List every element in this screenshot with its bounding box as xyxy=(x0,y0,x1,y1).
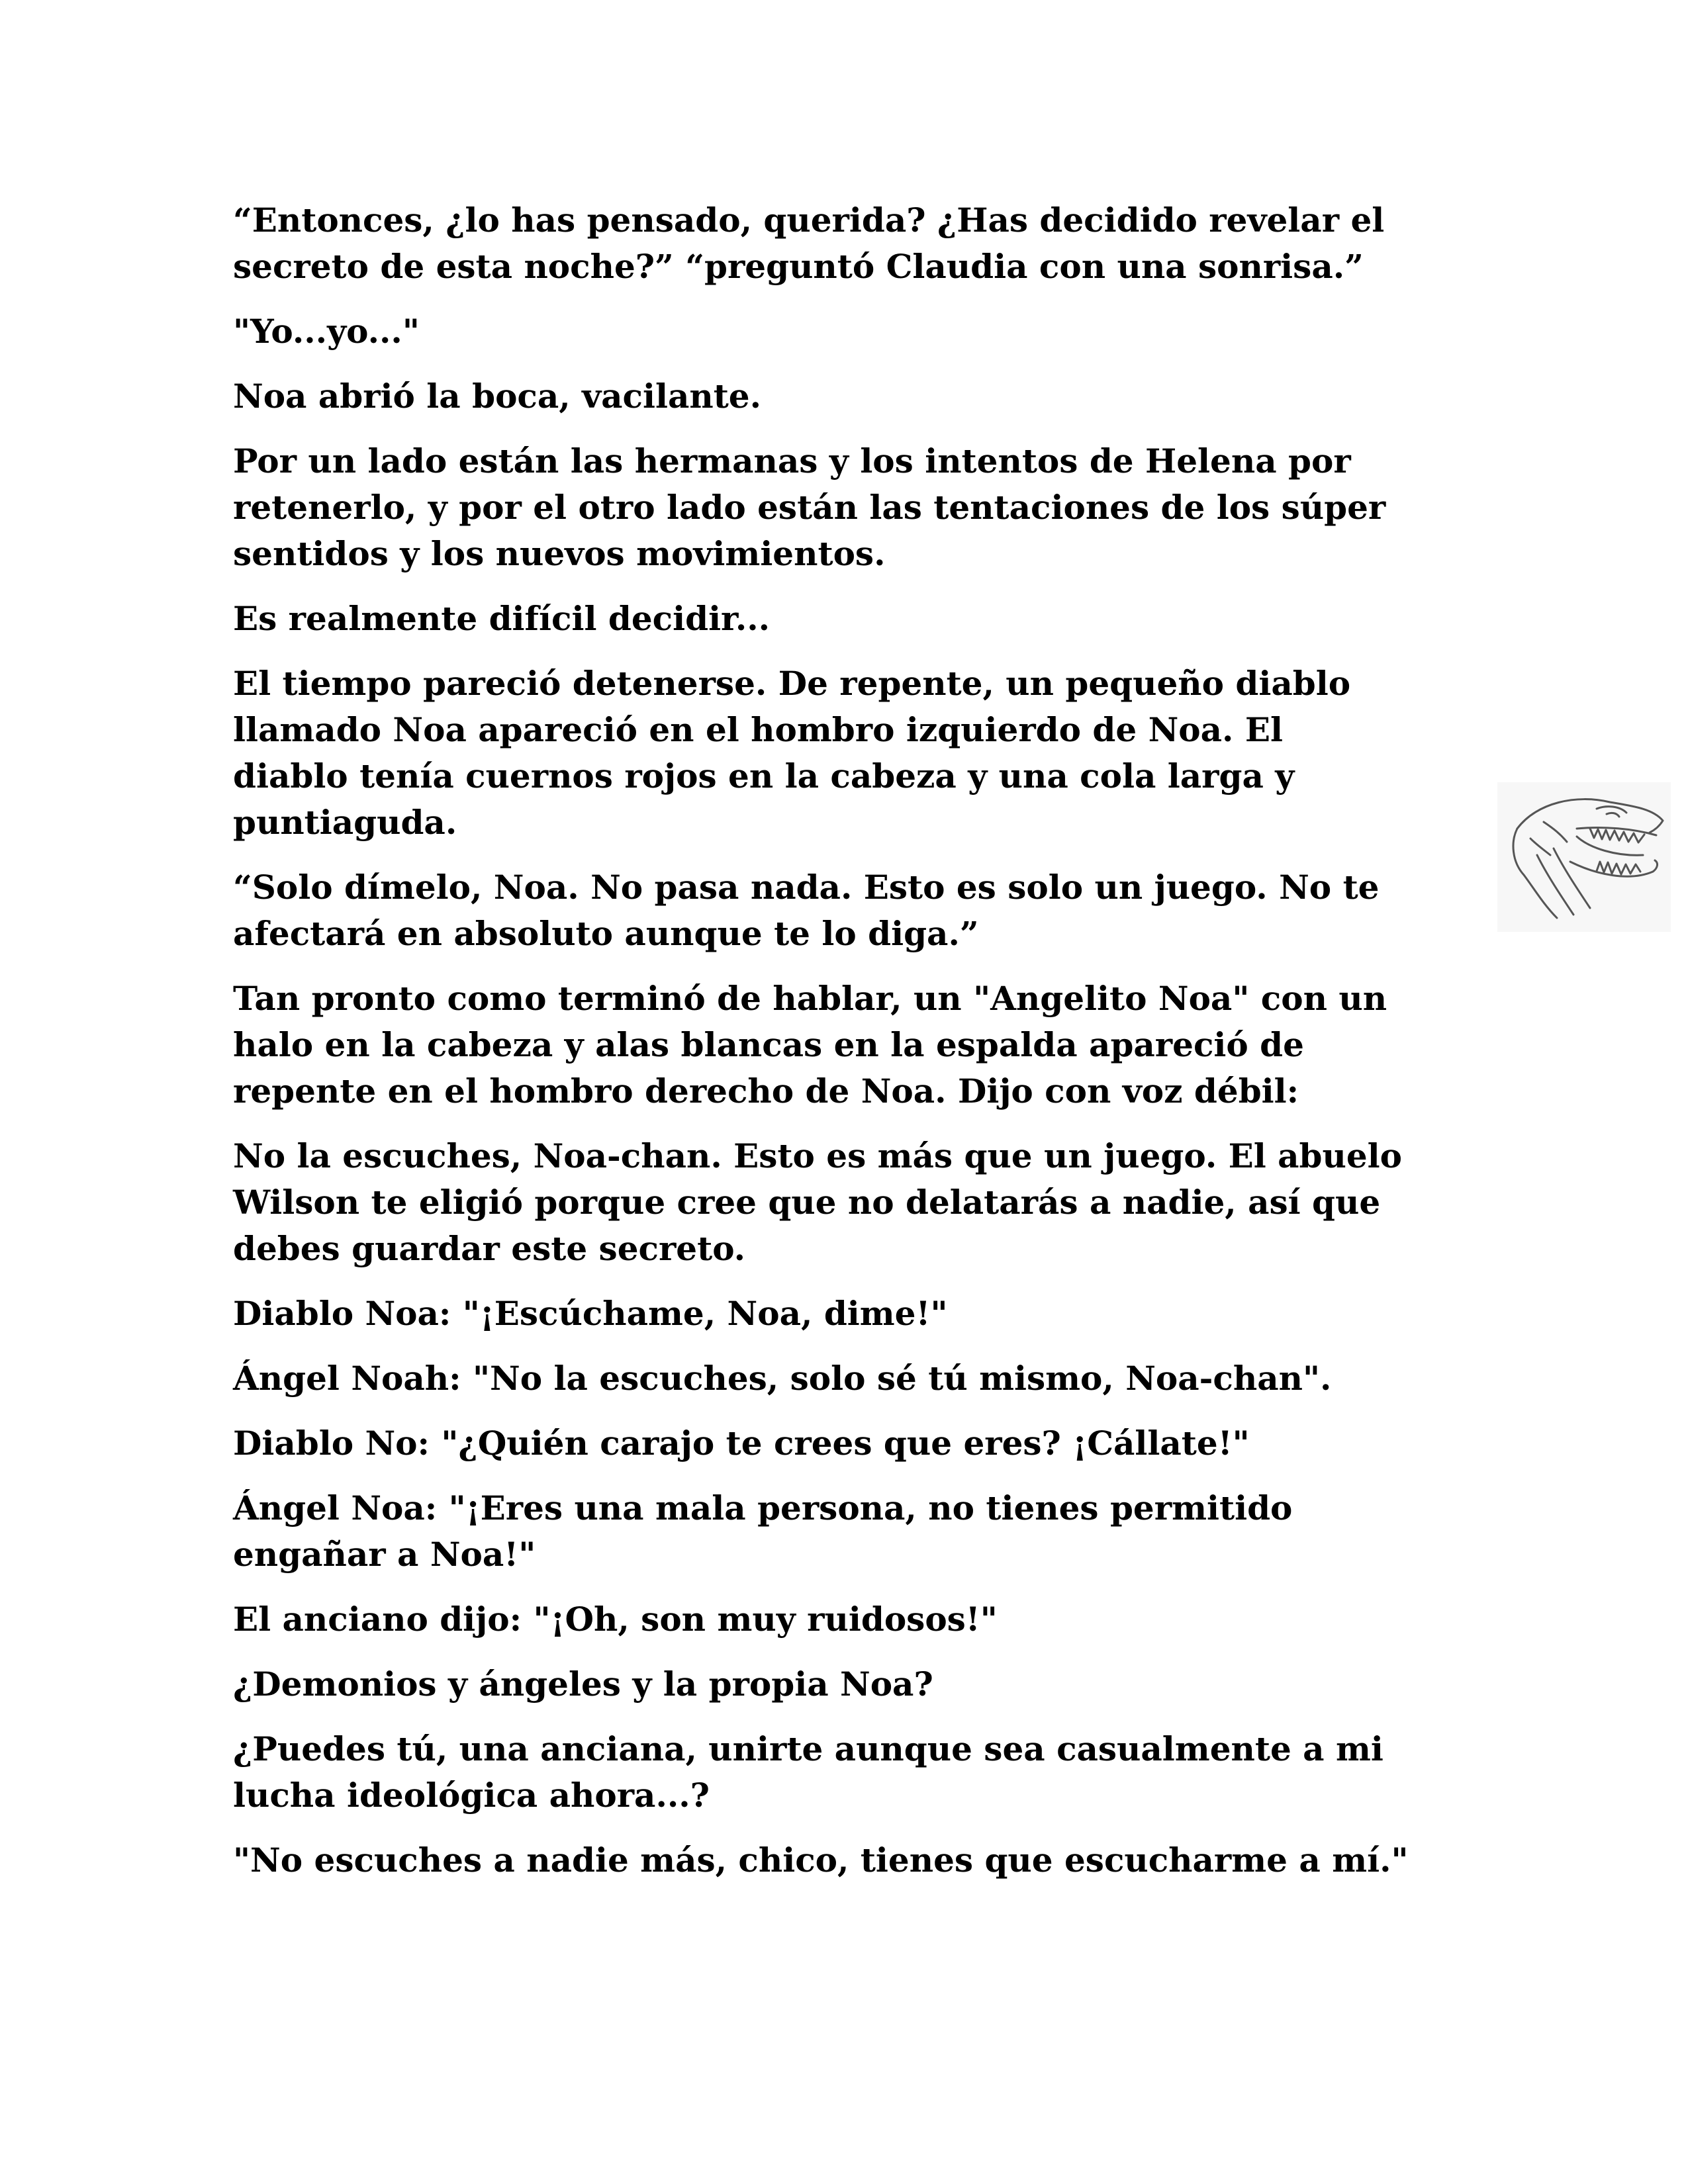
paragraph: Es realmente difícil decidir... xyxy=(233,599,771,638)
paragraph: “Entonces, ¿lo has pensado, querida? ¿Has decidido revelar el secreto de esta noche?” “preguntó Claudia con una sonrisa.” xyxy=(233,201,1385,286)
paragraph: Por un lado están las hermanas y los intentos de Helena por retenerlo, y por el otro lado están las tentaciones de los súper sentidos y los nuevos movimientos. xyxy=(233,441,1386,573)
paragraph: Ángel Noa: "¡Eres una mala persona, no tienes permitido engañar a Noa!" xyxy=(233,1488,1293,1574)
dinosaur-sketch-icon xyxy=(1497,782,1671,932)
paragraph: ¿Demonios y ángeles y la propia Noa? xyxy=(233,1664,933,1704)
paragraph: "Yo...yo..." xyxy=(233,312,420,351)
paragraph: Tan pronto como terminó de hablar, un "Angelito Noa" con un halo en la cabeza y alas blancas en la espalda apareció de repente en el hombro derecho de Noa. Dijo con voz débil: xyxy=(233,979,1387,1111)
paragraph: “Solo dímelo, Noa. No pasa nada. Esto es solo un juego. No te afectará en absoluto aunque te lo diga.” xyxy=(233,868,1380,953)
paragraph: Diablo No: "¿Quién carajo te crees que eres? ¡Cállate!" xyxy=(233,1424,1250,1463)
paragraph: Ángel Noah: "No la escuches, solo sé tú mismo, Noa-chan". xyxy=(233,1359,1332,1398)
paragraph: Noa abrió la boca, vacilante. xyxy=(233,377,762,416)
paragraph: ¿Puedes tú, una anciana, unirte aunque sea casualmente a mi lucha ideológica ahora...? xyxy=(233,1729,1383,1815)
paragraph: No la escuches, Noa-chan. Esto es más que un juego. El abuelo Wilson te eligió porque cree que no delatarás a nadie, así que debes guardar este secreto. xyxy=(233,1136,1403,1268)
story-text xyxy=(233,197,1451,1902)
paragraph: El anciano dijo: "¡Oh, son muy ruidosos!" xyxy=(233,1600,998,1639)
paragraph: "No escuches a nadie más, chico, tienes que escucharme a mí." xyxy=(233,1841,1409,1880)
paragraph: Diablo Noa: "¡Escúchame, Noa, dime!" xyxy=(233,1294,948,1333)
paragraph: El tiempo pareció detenerse. De repente, un pequeño diablo llamado Noa apareció en el hombro izquierdo de Noa. El diablo tenía cuernos rojos en la cabeza y una cola larga y puntiaguda. xyxy=(233,664,1351,842)
